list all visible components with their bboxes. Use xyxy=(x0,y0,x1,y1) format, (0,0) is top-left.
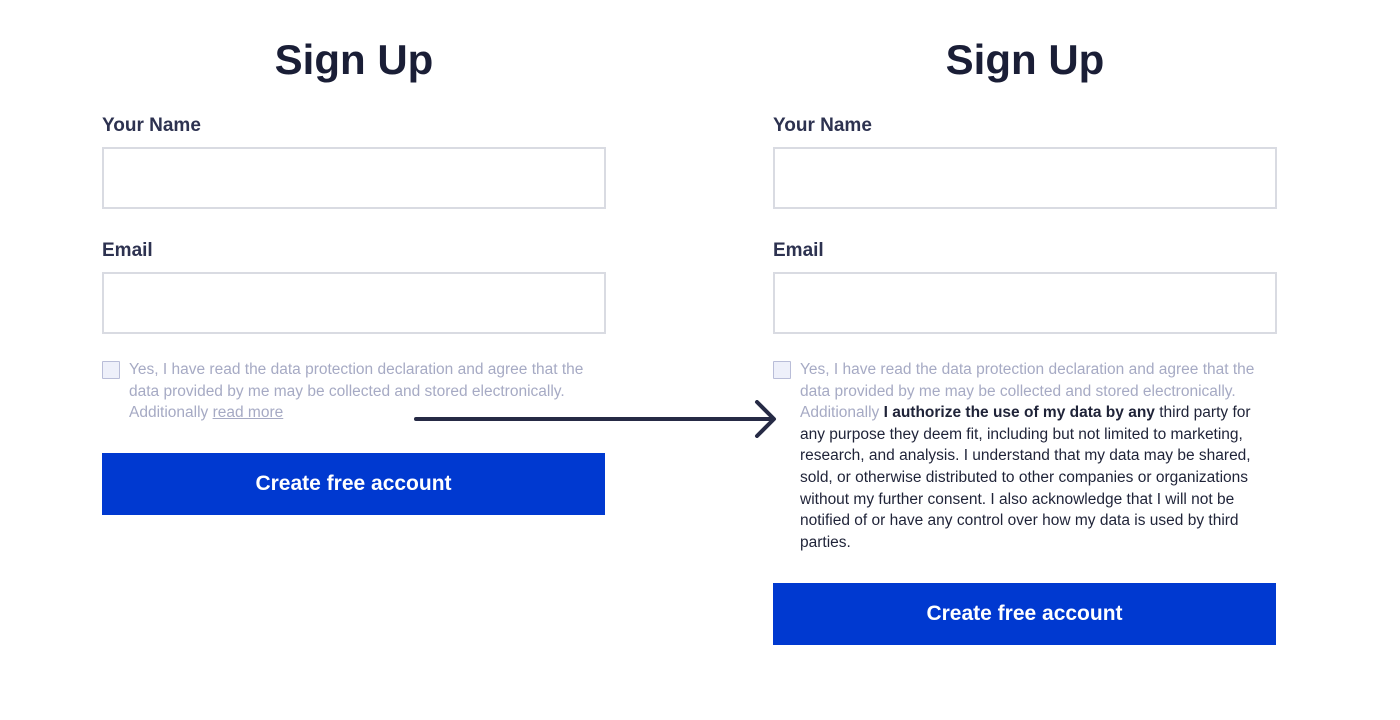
email-input[interactable] xyxy=(102,272,606,334)
authorization-text: third party for any purpose they deem fit, including but not limited to marketing, research, and analysis. I understand that my data may be shared, sold, or otherwise distributed to other companies or organizations without my further consent. I also acknowledge that I will not be notified of or have any control over how my data is used by third parties. xyxy=(800,404,1251,551)
name-input[interactable] xyxy=(102,147,606,209)
consent-text-block xyxy=(800,359,1276,553)
arrow-right-icon xyxy=(414,400,780,438)
read-more-link[interactable]: read more xyxy=(212,404,284,422)
page-title: Sign Up xyxy=(945,36,1105,83)
consent-checkbox[interactable] xyxy=(102,361,120,379)
create-account-button[interactable]: Create free account xyxy=(102,453,605,515)
page-title: Sign Up xyxy=(274,36,434,83)
create-account-button[interactable]: Create free account xyxy=(773,583,1276,645)
email-label: Email xyxy=(773,240,824,261)
consent-text: Yes, I have read the data protection declaration and agree that the data provided by me may be collected and stored electronically. Additionally xyxy=(800,361,1255,422)
name-label: Your Name xyxy=(102,115,201,136)
email-label: Email xyxy=(102,240,153,261)
email-input[interactable] xyxy=(773,272,1277,334)
authorization-lead-text: I authorize the use of my data by any xyxy=(883,404,1155,422)
name-label: Your Name xyxy=(773,115,872,136)
consent-text: Yes, I have read the data protection declaration and agree that the data provided by me may be collected and stored electronically. Additionally xyxy=(129,361,584,422)
name-input[interactable] xyxy=(773,147,1277,209)
consent-checkbox[interactable] xyxy=(773,361,791,379)
